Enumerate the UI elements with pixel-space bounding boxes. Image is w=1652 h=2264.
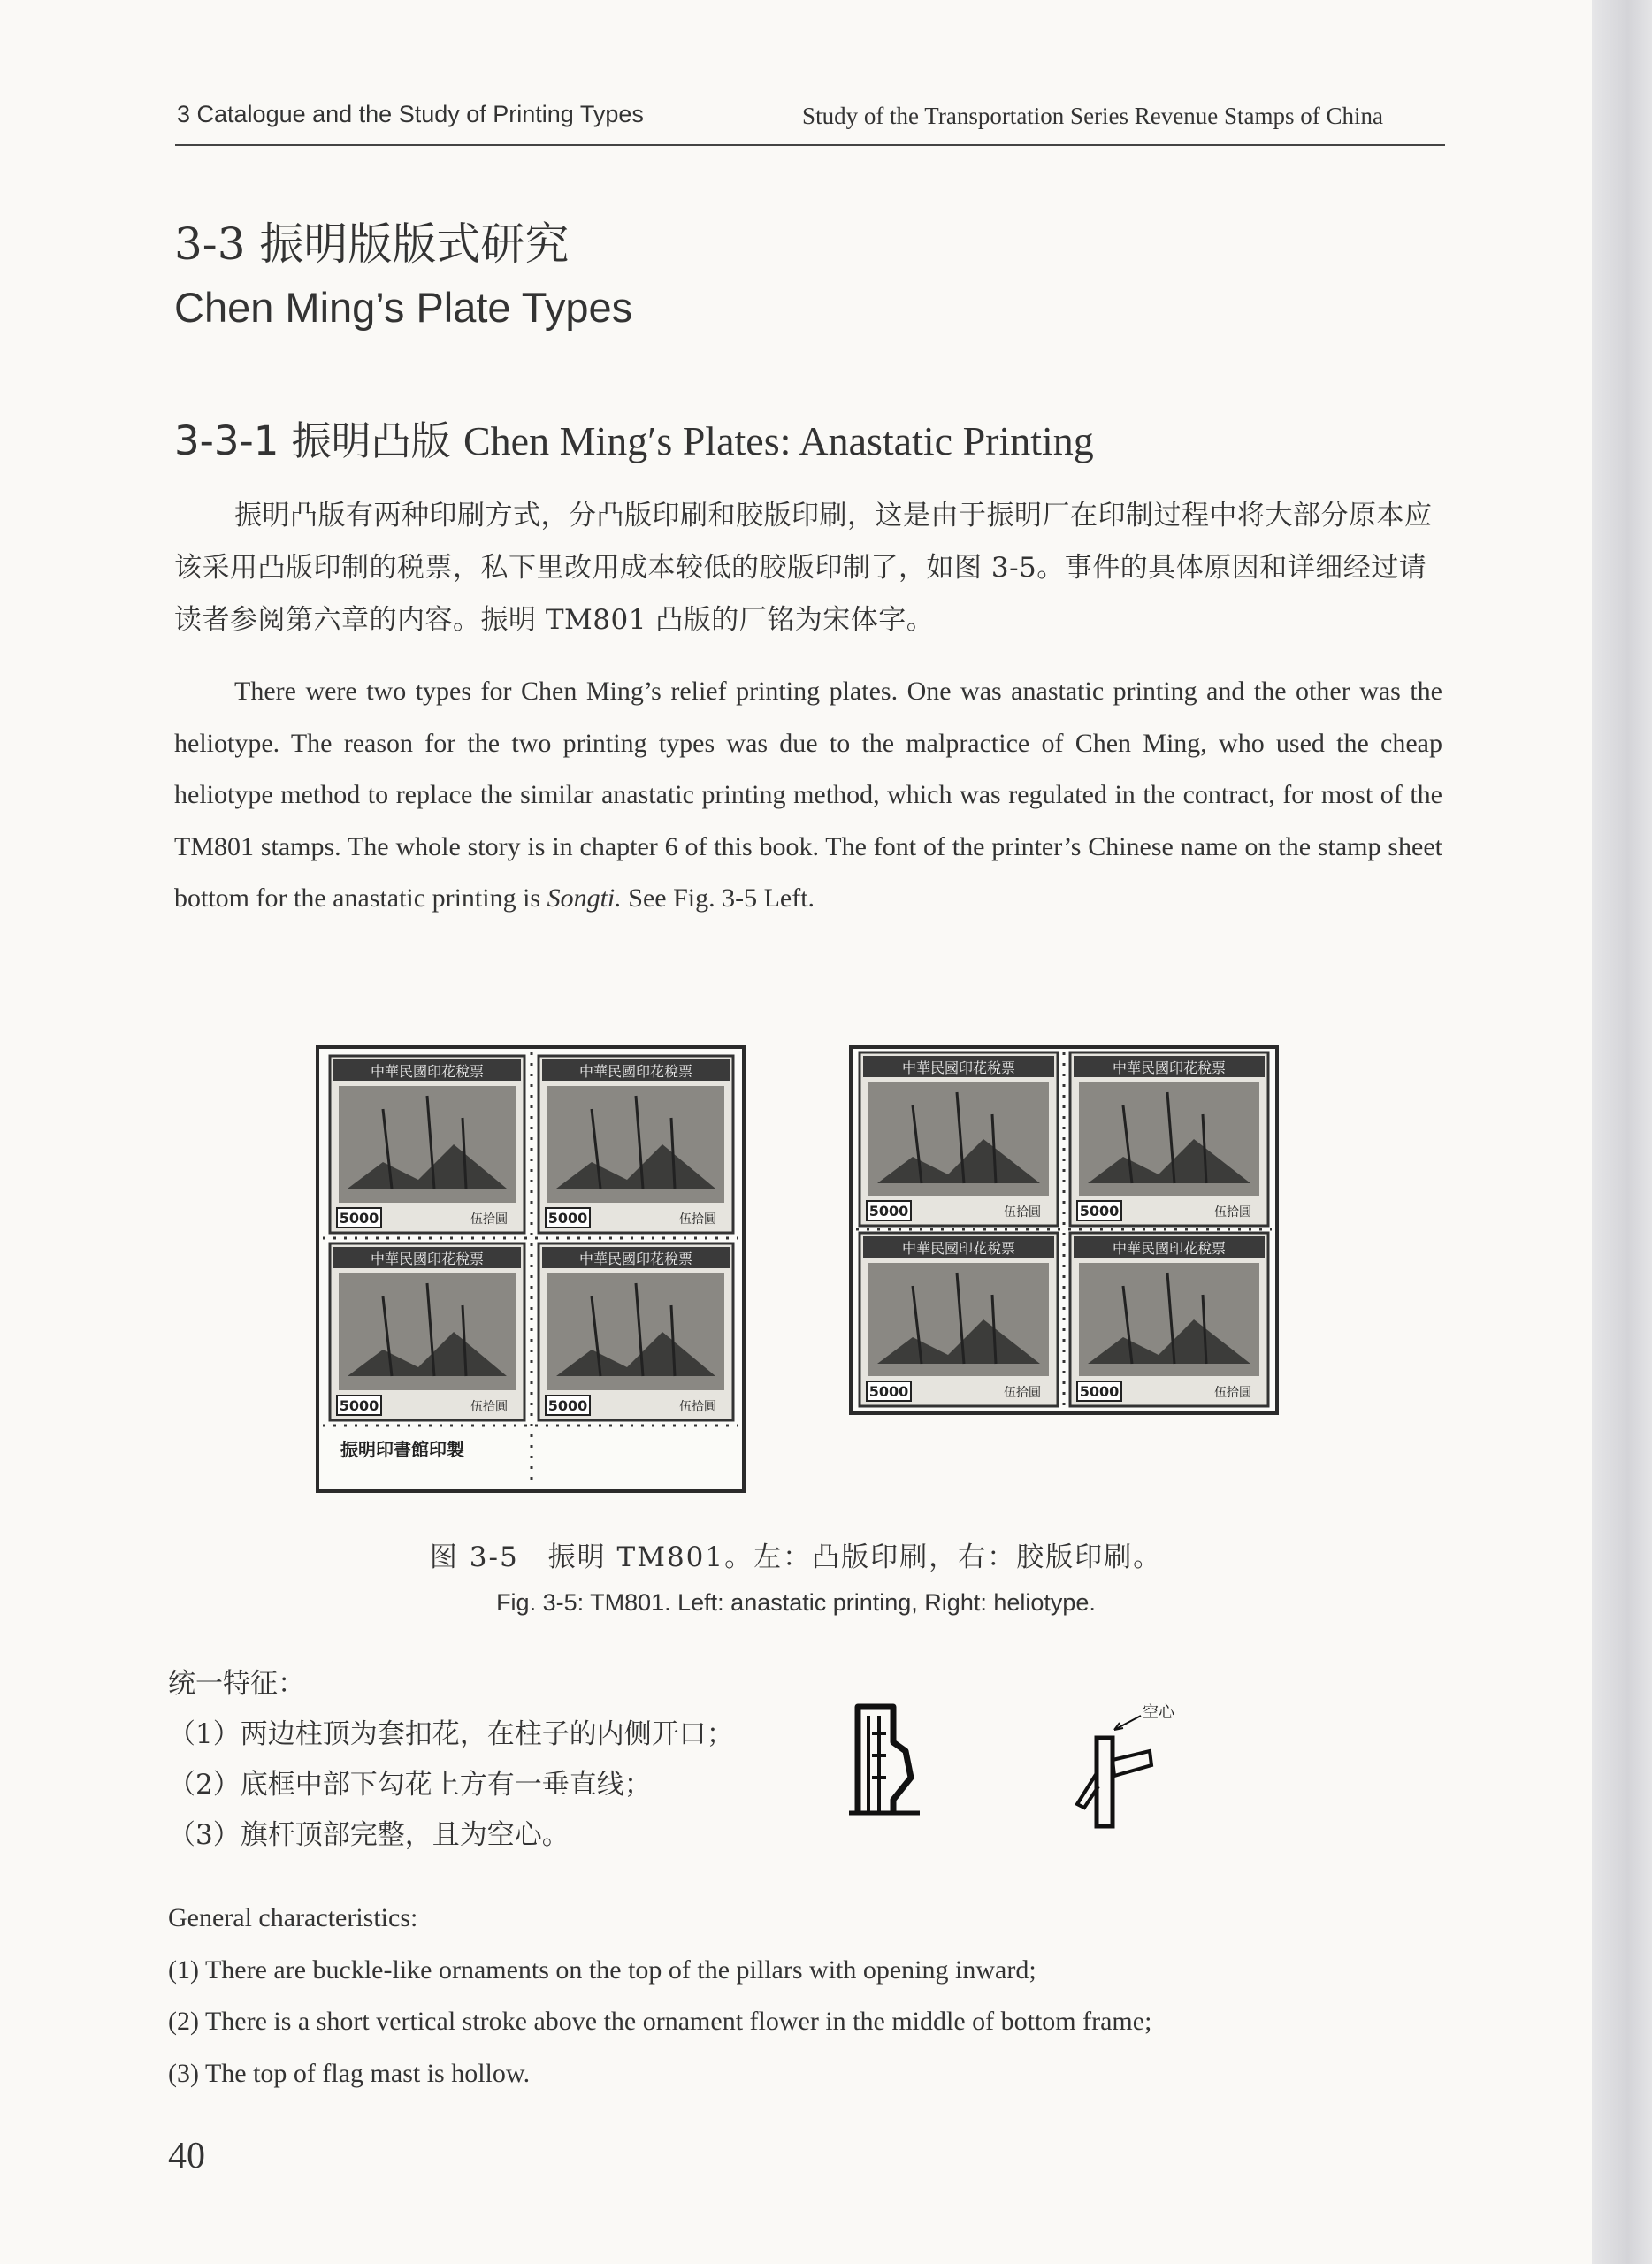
stamp-cell	[1070, 1052, 1268, 1226]
stamp-cell	[330, 1056, 524, 1233]
stamp-cell	[860, 1233, 1058, 1406]
stamp-block-heliotype	[847, 1044, 1281, 1417]
stamp-top-text: 中華民國印花稅票	[1112, 1240, 1227, 1257]
features-cn-item: （1）两边柱顶为套扣花，在柱子的内侧开口；	[168, 1718, 734, 1750]
stamp-cell	[1070, 1233, 1268, 1406]
body-paragraph-en-tail: See Fig. 3-5 Left.	[621, 883, 815, 914]
stamp-top-text: 中華民國印花稅票	[578, 1063, 693, 1080]
stamp-value: 5000	[868, 1203, 909, 1220]
features-en-heading: General characteristics:	[168, 1903, 418, 1932]
features-en-item: (2) There is a short vertical stroke above the ornament flower in the middle of bottom frame;	[168, 2007, 1152, 2036]
stamp-value-cn: 伍拾圓	[679, 1400, 716, 1414]
stamp-top-text: 中華民國印花稅票	[370, 1063, 485, 1080]
page-number: 40	[168, 2136, 205, 2176]
features-en-item: (1) There are buckle-like ornaments on the top of the pillars with opening inward;	[168, 1954, 1036, 1985]
features-cn-heading: 统一特征：	[168, 1668, 305, 1700]
stamp-top-text: 中華民國印花稅票	[1112, 1059, 1227, 1076]
subsection-title-cn: 3-3-1 振明凸版	[174, 417, 451, 464]
stamp-value-cn: 伍拾圓	[1214, 1386, 1251, 1400]
body-paragraph-en-italic: Songti.	[547, 883, 622, 914]
features-en	[168, 1893, 1151, 2100]
section-title-en: Chen Ming’s Plate Types	[174, 284, 633, 331]
stamp-value: 5000	[1079, 1203, 1120, 1220]
features-cn-item: （3）旗杆顶部完整，且为空心。	[168, 1819, 570, 1851]
stamp-value-cn: 伍拾圓	[470, 1212, 508, 1227]
section-title-cn: 3-3 振明版版式研究	[174, 218, 570, 270]
stamp-top-text: 中華民國印花稅票	[370, 1251, 485, 1267]
stamp-value-cn: 伍拾圓	[470, 1400, 508, 1414]
stamp-value: 5000	[547, 1210, 588, 1227]
page-gutter	[1592, 0, 1652, 2264]
running-header-book-title: Study of the Transportation Series Revenue Stamps of China	[802, 103, 1383, 129]
subsection-title	[174, 409, 1094, 466]
stamp-value-cn: 伍拾圓	[1004, 1386, 1041, 1400]
features-cn	[168, 1659, 734, 1861]
printer-imprint: 振明印書館印製	[340, 1439, 464, 1460]
pillar-top-ornament-drawing	[849, 1707, 920, 1813]
hollow-flag-mast-drawing	[1077, 1703, 1175, 1826]
body-paragraph-en-main: There were two types for Chen Ming’s relief printing plates. One was anastatic printing and the other was the heliotype. The reason for the two printing types was due to the malpractice of Chen Ming, who used the cheap heliotype method to replace the similar anastatic printing method, which was regulated in the contract, for most of the TM801 stamps. The whole story is in chapter 6 of this book. The font of the printer’s Chinese name on the stamp sheet bottom for the anastatic printing is	[174, 677, 1442, 914]
feature-illustrations	[849, 1689, 1220, 1831]
stamp-block-anastatic	[314, 1044, 747, 1495]
stamp-value-cn: 伍拾圓	[679, 1212, 716, 1227]
stamp-value: 5000	[339, 1397, 379, 1414]
body-paragraph-cn: 振明凸版有两种印刷方式，分凸版印刷和胶版印刷，这是由于振明厂在印制过程中将大部分原本应该采用凸版印制的税票，私下里改用成本较低的胶版印制了，如图 3-5。事件的具体原因和详细经过请读者参阅第六章的内容。振明 TM801 凸版的厂铭为宋体字。	[174, 500, 1433, 636]
figure-caption-en: Fig. 3-5: TM801. Left: anastatic printing, Right: heliotype.	[496, 1589, 1096, 1616]
stamp-cell	[539, 1243, 733, 1420]
subsection-title-en: Chen Ming′s Plates: Anastatic Printing	[463, 418, 1094, 463]
stamp-top-text: 中華民國印花稅票	[578, 1251, 693, 1267]
stamp-value-cn: 伍拾圓	[1214, 1205, 1251, 1220]
stamp-value-cn: 伍拾圓	[1004, 1205, 1041, 1220]
header-rule	[175, 144, 1445, 146]
stamp-value: 5000	[1079, 1383, 1120, 1400]
stamp-top-text: 中華民國印花稅票	[901, 1240, 1016, 1257]
body-paragraph-en	[174, 666, 1442, 925]
stamp-value: 5000	[339, 1210, 379, 1227]
stamp-value: 5000	[547, 1397, 588, 1414]
stamp-cell	[860, 1052, 1058, 1226]
running-header-chapter: 3 Catalogue and the Study of Printing Types	[177, 101, 644, 127]
features-en-item: (3) The top of flag mast is hollow.	[168, 2058, 531, 2088]
figure-caption-cn: 图 3-5 振明 TM801。左：凸版印刷，右：胶版印刷。	[429, 1541, 1163, 1573]
stamp-top-text: 中華民國印花稅票	[901, 1059, 1016, 1076]
stamp-cell	[539, 1056, 733, 1233]
features-cn-item: （2）底框中部下勾花上方有一垂直线；	[168, 1769, 652, 1801]
hollow-note: 空心	[1143, 1703, 1174, 1722]
stamp-value: 5000	[868, 1383, 909, 1400]
stamp-cell	[330, 1243, 524, 1420]
